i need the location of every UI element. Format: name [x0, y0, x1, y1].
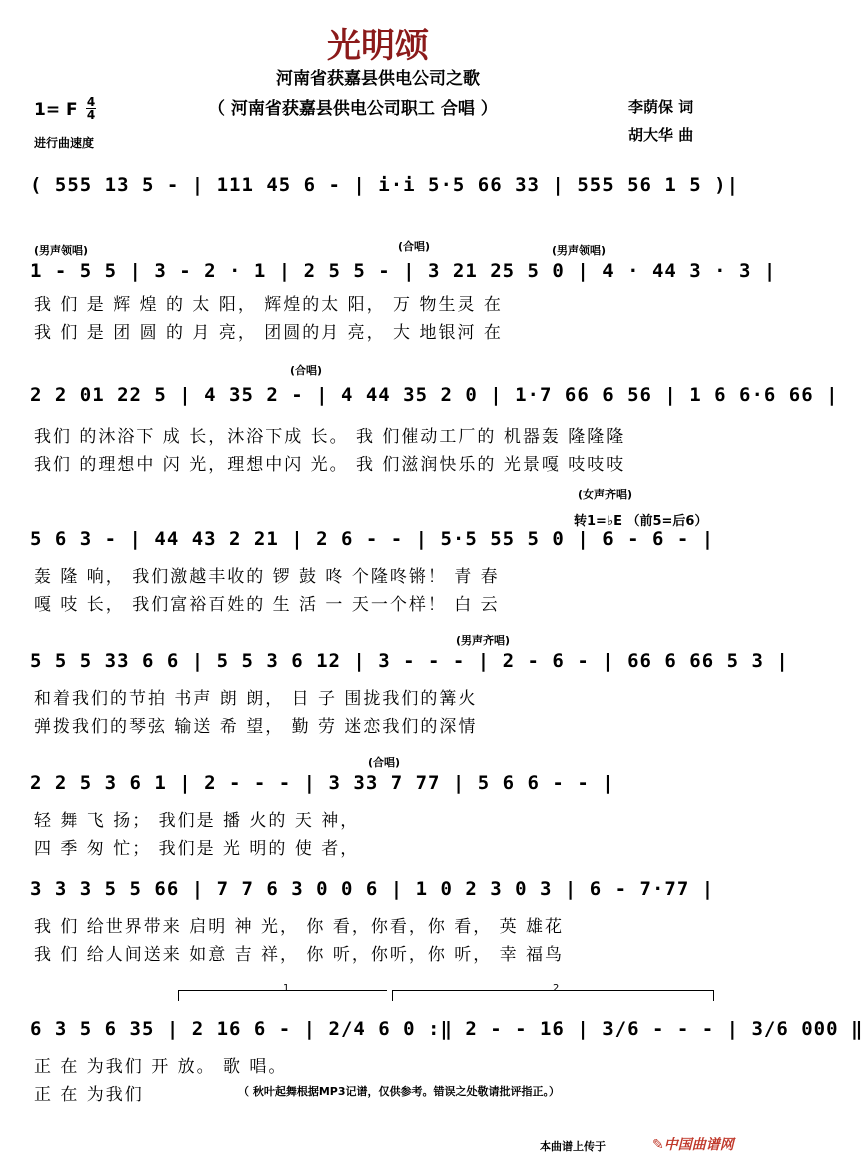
site-logo	[652, 1134, 734, 1154]
score-system-5-notes: 5 5 5 33 6 6 | 5 5 3 6 12 | 3 - - - | 2 - 6 - | 66 6 66 5 3 |	[30, 650, 789, 672]
lyric-line-2: 我 们 是 团 圆 的 月 亮， 团圆的月 亮， 大 地银河 在	[34, 323, 503, 343]
lyric-line-2: 弹拨我们的琴弦 输送 希 望， 勤 劳 迷恋我们的深情	[34, 717, 478, 737]
part-mark: (合唱)	[398, 240, 431, 253]
key-signature: 1= F	[34, 100, 78, 120]
performer-note: （ 河南省获嘉县供电公司职工 合唱 ）	[208, 99, 498, 119]
lyric-line-1: 我 们 是 辉 煌 的 太 阳， 辉煌的太 阳， 万 物生灵 在	[34, 295, 503, 315]
part-mark: (男声齐唱)	[456, 634, 511, 647]
lyric-line-1: 我们 的沐浴下 成 长，沐浴下成 长。 我 们催动工厂的 机器轰 隆隆隆	[34, 427, 626, 447]
lyric-line-2: 正 在 为我们	[34, 1085, 144, 1105]
score-system-1-notes: ( 555 13 5 - | 111 45 6 - | i·i 5·5 66 33 | 555 56 1 5 )|	[30, 174, 740, 196]
volta-bracket-1	[178, 983, 387, 1001]
lyric-line-2: 嘎 吱 长， 我们富裕百姓的 生 活 一 天一个样！ 白 云	[34, 595, 500, 615]
song-subtitle: 河南省获嘉县供电公司之歌	[276, 69, 480, 89]
lyricist-credit: 李荫保 词	[628, 98, 694, 116]
time-signature-bottom: 4	[86, 108, 96, 122]
transcription-footnote: （ 秋叶起舞根据MP3记谱，仅供参考。错误之处敬请批评指正。）	[238, 1085, 560, 1098]
lyric-line-1: 轰 隆 响， 我们激越丰收的 锣 鼓 咚 个隆咚锵！ 青 春	[34, 567, 500, 587]
lyric-line-1: 我 们 给世界带来 启明 神 光， 你 看，你看，你 看， 英 雄花	[34, 917, 565, 937]
score-system-8-notes: 6 3 5 6 35 | 2 16 6 - | 2/4 6 0 :‖ 2 - - 16 | 3/6 - - - | 3/6 000 ‖	[30, 1018, 863, 1040]
part-mark: (合唱)	[368, 756, 401, 769]
lyric-line-2: 四 季 匆 忙； 我们是 光 明的 使 者，	[34, 839, 360, 859]
lyric-line-2: 我们 的理想中 闪 光，理想中闪 光。 我 们滋润快乐的 光景嘎 吱吱吱	[34, 455, 626, 475]
logo-text: 中国曲谱网	[663, 1137, 734, 1153]
time-signature	[86, 96, 96, 121]
lyric-line-1: 轻 舞 飞 扬； 我们是 播 火的 天 神，	[34, 811, 360, 831]
volta-number: 2	[553, 983, 560, 994]
composer-credit: 胡大华 曲	[628, 126, 694, 144]
score-system-4-notes: 5 6 3 - | 44 43 2 21 | 2 6 - - | 5·5 55 5 0 | 6 - 6 - |	[30, 528, 715, 550]
part-mark: (男声领唱)	[34, 244, 89, 257]
part-mark: (男声领唱)	[552, 244, 607, 257]
score-system-3-notes: 2 2 01 22 5 | 4 35 2 - | 4 44 35 2 0 | 1·7 66 6 56 | 1 6 6·6 66 |	[30, 384, 839, 406]
logo-icon: ✎	[652, 1137, 664, 1153]
modulation-mark: 转1=♭E （前5=后6）	[574, 514, 708, 529]
volta-number: 1	[283, 983, 290, 994]
score-system-7-notes: 3 3 3 5 5 66 | 7 7 6 3 0 0 6 | 1 0 2 3 0 3 | 6 - 7·77 |	[30, 878, 715, 900]
lyric-line-1: 正 在 为我们 开 放。 歌 唱。	[34, 1057, 288, 1077]
score-system-6-notes: 2 2 5 3 6 1 | 2 - - - | 3 33 7 77 | 5 6 6 - - |	[30, 772, 615, 794]
volta-bracket-2	[392, 983, 714, 1001]
part-mark: (女声齐唱)	[578, 488, 633, 501]
lyric-line-2: 我 们 给人间送来 如意 吉 祥， 你 听，你听，你 听， 幸 福鸟	[34, 945, 565, 965]
upload-note: 本曲谱上传于	[540, 1140, 606, 1153]
lyric-line-1: 和着我们的节拍 书声 朗 朗， 日 子 围拢我们的篝火	[34, 689, 478, 709]
song-title: 光明颂	[327, 26, 429, 66]
tempo-marking: 进行曲速度	[34, 136, 95, 150]
score-system-2-notes: 1 - 5 5 | 3 - 2 · 1 | 2 5 5 - | 3 21 25 5 0 | 4 · 44 3 · 3 |	[30, 260, 777, 282]
time-signature-top: 4	[86, 95, 96, 109]
part-mark: (合唱)	[290, 364, 323, 377]
